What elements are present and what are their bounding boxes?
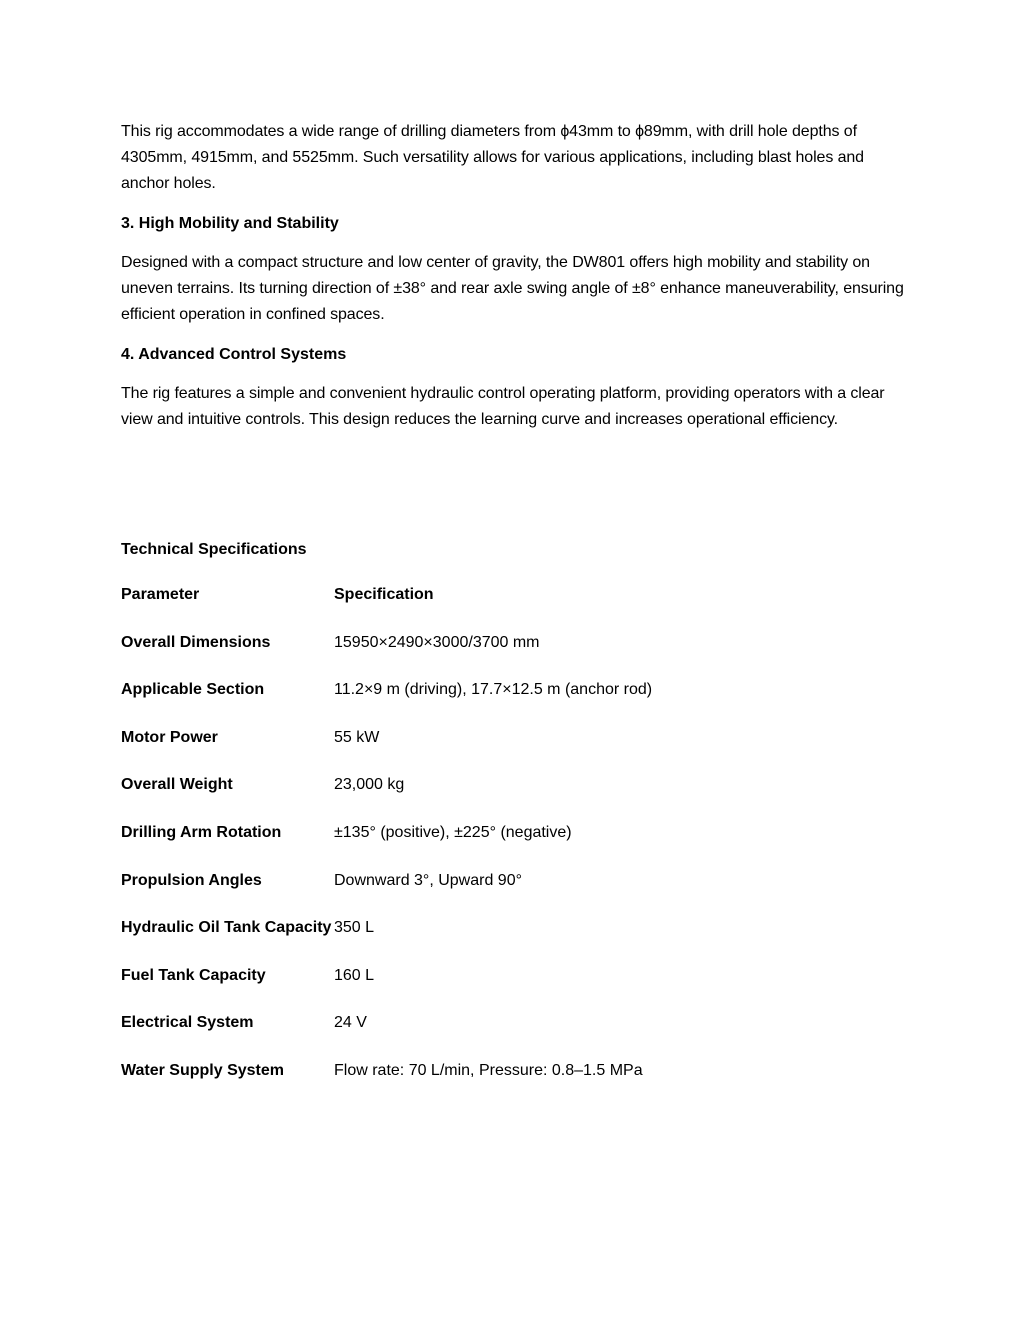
specs-header-parameter: Parameter: [121, 586, 200, 603]
spec-parameter: Fuel Tank Capacity: [121, 966, 266, 984]
spec-value: ±135° (positive), ±225° (negative): [334, 823, 572, 841]
specs-table: [121, 584, 911, 1108]
section-paragraph-control: The rig features a simple and convenient hydraulic control operating platform, providing operators with a clear view and intuitive controls. This design reduces the learning curve and increases operational efficiency.: [121, 385, 885, 428]
table-row: [121, 727, 911, 775]
spec-value: 160 L: [334, 966, 375, 984]
spec-parameter: Water Supply System: [121, 1061, 285, 1079]
table-row: [121, 1012, 911, 1060]
table-row: [121, 1060, 911, 1108]
spec-value: Downward 3°, Upward 90°: [334, 871, 522, 889]
spec-value: 15950×2490×3000/3700 mm: [334, 633, 540, 651]
spec-value: 23,000 kg: [334, 776, 405, 794]
table-row: [121, 870, 911, 918]
spec-parameter: Overall Dimensions: [121, 633, 271, 651]
spec-value: 350 L: [334, 919, 375, 937]
table-row: [121, 917, 911, 965]
section-paragraph-mobility: Designed with a compact structure and low center of gravity, the DW801 offers high mobility and stability on uneven terrains. Its turning direction of ±38° and rear axle swing angle of ±8° enhance maneuverability, ensuring efficient operation in confined spaces.: [121, 254, 904, 323]
table-row: [121, 822, 911, 870]
spec-parameter: Propulsion Angles: [121, 871, 262, 889]
intro-paragraph: This rig accommodates a wide range of drilling diameters from ϕ43mm to ϕ89mm, with drill hole depths of 4305mm, 4915mm, and 5525mm. Such versatility allows for various applications, including blast holes and anchor holes.: [121, 123, 864, 192]
section-heading-control: 4. Advanced Control Systems: [121, 346, 347, 363]
table-row: [121, 632, 911, 680]
spec-value: 24 V: [334, 1014, 367, 1032]
specs-title: Technical Specifications: [121, 541, 307, 558]
specs-header-specification: Specification: [334, 586, 434, 603]
table-row: [121, 774, 911, 822]
spec-parameter: Drilling Arm Rotation: [121, 823, 282, 841]
table-row: [121, 679, 911, 727]
specs-header-row: [121, 584, 911, 632]
spec-value: Flow rate: 70 L/min, Pressure: 0.8–1.5 MPa: [334, 1061, 643, 1079]
section-spacer: [121, 449, 911, 539]
document-page: [121, 119, 911, 1108]
spec-value: 11.2×9 m (driving), 17.7×12.5 m (anchor rod): [334, 681, 653, 699]
spec-parameter: Electrical System: [121, 1014, 254, 1032]
table-row: [121, 965, 911, 1013]
spec-value: 55 kW: [334, 728, 380, 746]
spec-parameter: Applicable Section: [121, 681, 265, 699]
section-heading-mobility: 3. High Mobility and Stability: [121, 215, 339, 232]
spec-parameter: Hydraulic Oil Tank Capacity: [121, 919, 332, 937]
spec-parameter: Motor Power: [121, 728, 218, 746]
spec-parameter: Overall Weight: [121, 776, 233, 794]
